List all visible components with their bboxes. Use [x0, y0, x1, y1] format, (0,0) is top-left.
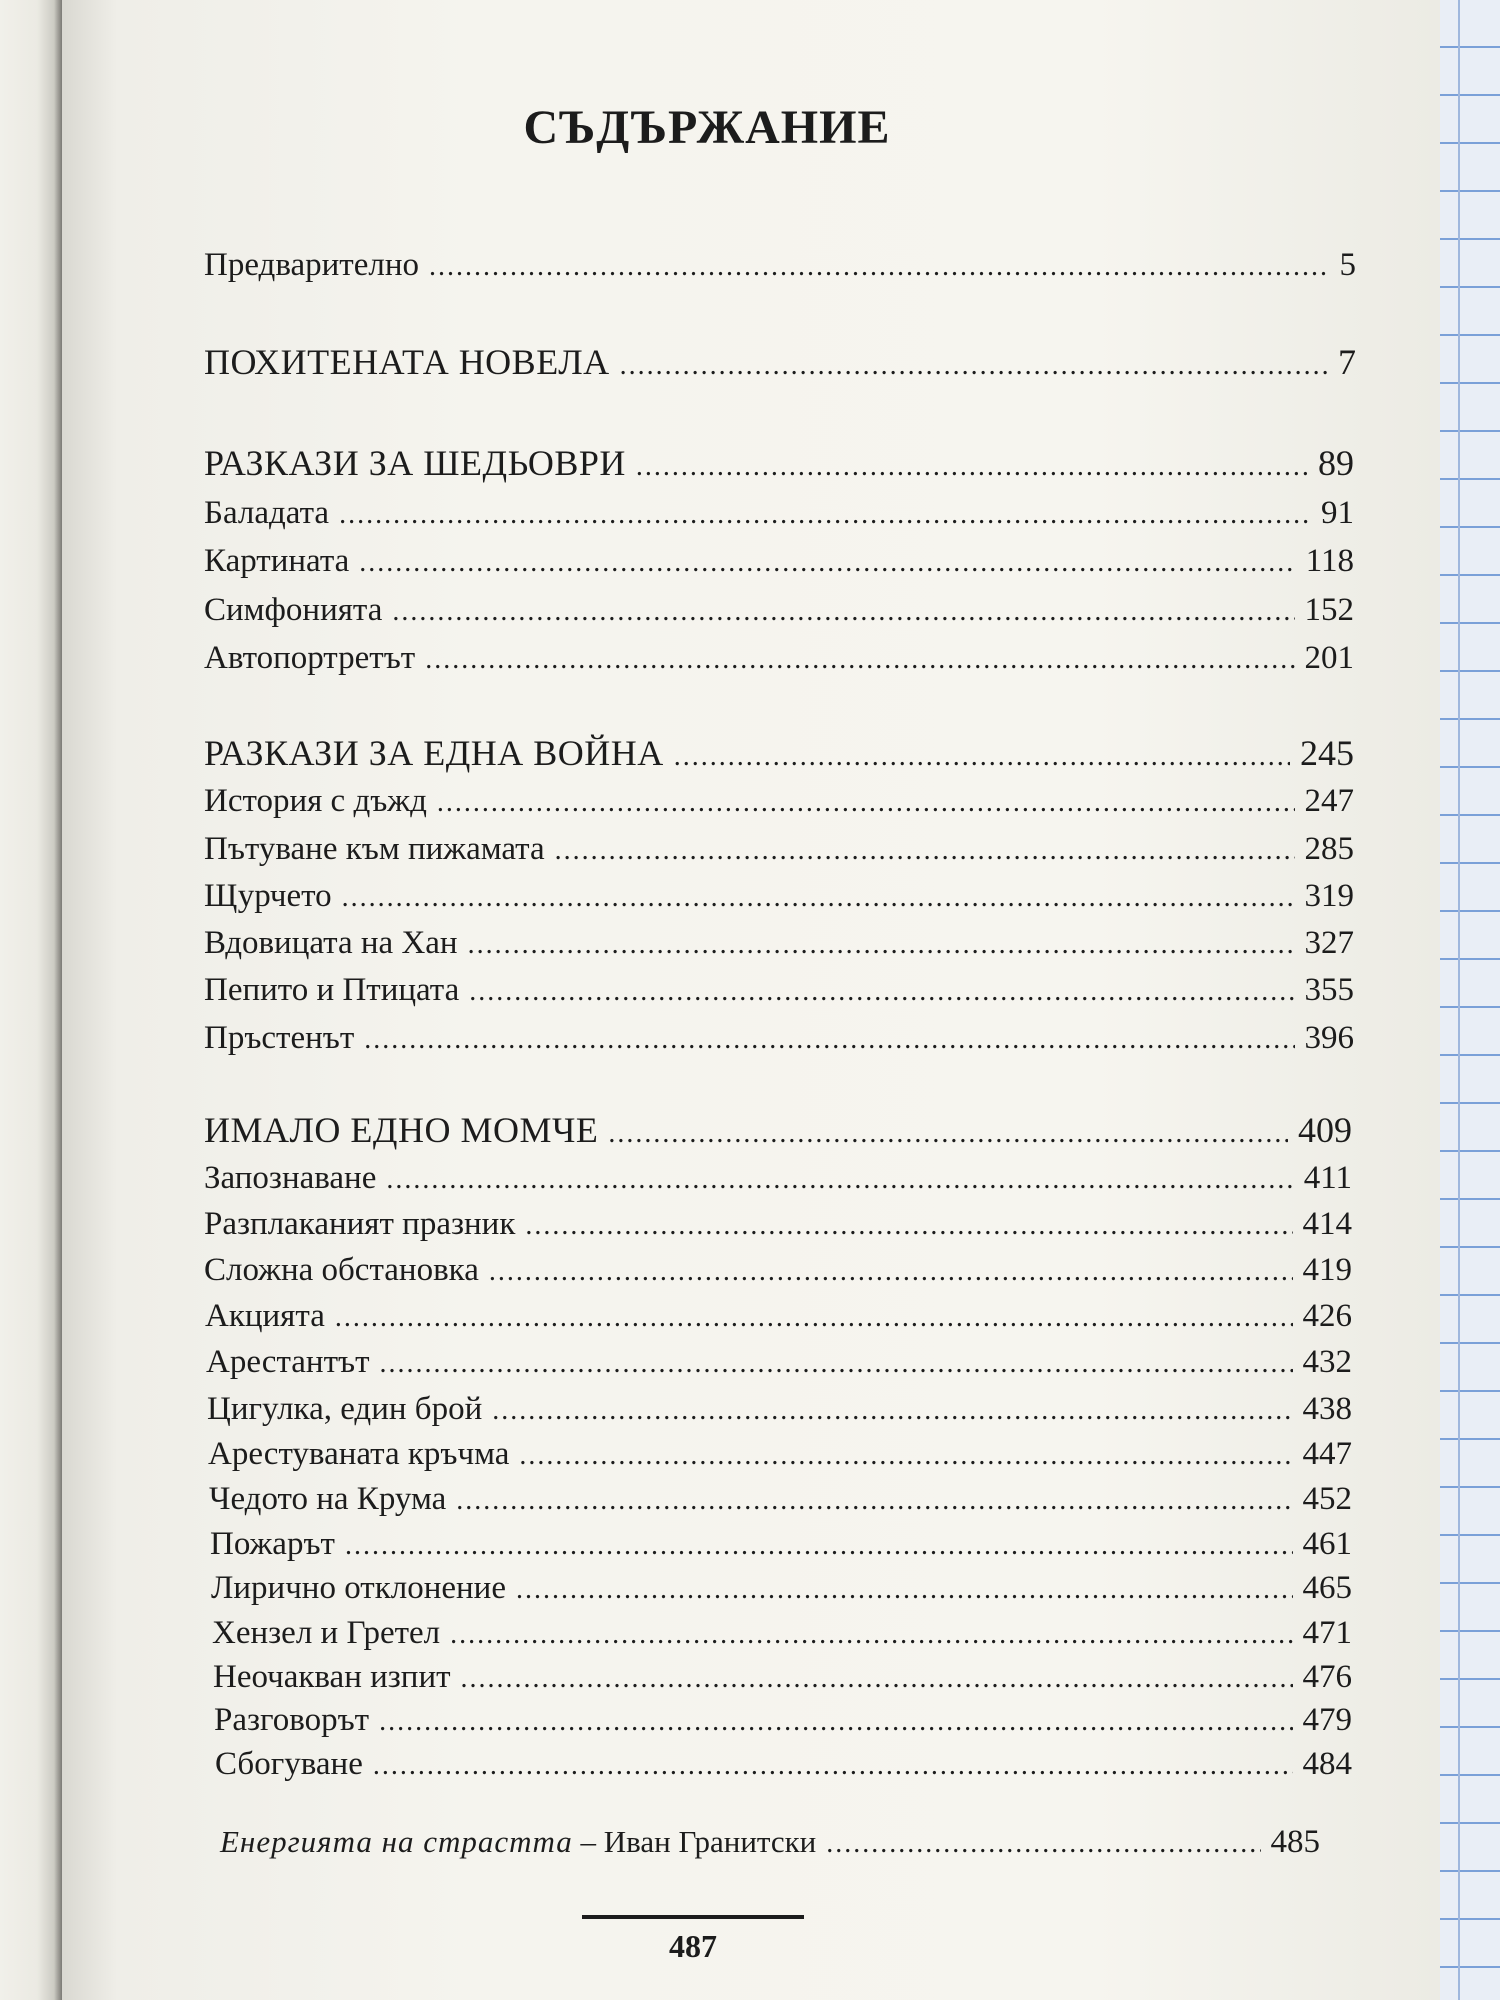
toc-entry: [204, 493, 1354, 535]
toc-entry-page: 452: [1302, 1481, 1352, 1517]
toc-entry-title: Пътуване към пижамата: [204, 831, 545, 867]
toc-entry: [204, 1018, 1354, 1060]
toc-entry-title: ПОХИТЕНАТА НОВЕЛА: [204, 342, 610, 382]
toc-entry-page: 118: [1305, 543, 1354, 579]
toc-entry: [211, 1568, 1352, 1610]
toc-entry-page: 409: [1298, 1110, 1352, 1150]
dot-leader: [450, 1615, 1292, 1655]
toc-entry: [204, 1250, 1352, 1292]
toc-entry-title: Вдовицата на Хан: [204, 925, 458, 961]
toc-entry-title: Акцията: [205, 1298, 325, 1334]
dot-leader: [461, 1659, 1293, 1699]
toc-entry-title: Чедото на Крума: [209, 1481, 447, 1517]
toc-entry-title: Щурчето: [204, 878, 332, 914]
toc-entry-page: 396: [1304, 1020, 1354, 1056]
toc-entry-title: Неочакван изпит: [213, 1659, 451, 1695]
dot-leader: [826, 1824, 1260, 1864]
toc-entry: [204, 245, 1356, 287]
afterword-separator: –: [580, 1824, 597, 1859]
toc-entry-page: 247: [1304, 783, 1354, 819]
toc-entry-page: 245: [1300, 733, 1354, 773]
dot-leader: [429, 247, 1330, 287]
dot-leader: [392, 592, 1294, 632]
toc-part-heading: [204, 733, 1354, 777]
toc-entry: [205, 1296, 1352, 1338]
dot-leader: [373, 1746, 1293, 1786]
dot-leader: [525, 1206, 1292, 1246]
toc-entry-page: 411: [1303, 1160, 1352, 1196]
toc-entry-title: Симфонията: [204, 592, 383, 628]
toc-entry-title: Лирично отклонение: [211, 1570, 506, 1606]
dot-leader: [620, 346, 1328, 386]
toc-part-heading: [204, 443, 1354, 487]
dot-leader: [437, 783, 1295, 823]
page-number: 487: [669, 1928, 717, 1964]
toc-entry: [204, 590, 1354, 632]
toc-entry-page: 447: [1302, 1436, 1352, 1472]
notebook-margin-line: [1458, 0, 1460, 2000]
toc-entry: [204, 1204, 1352, 1246]
dot-leader: [456, 1481, 1292, 1521]
toc-entry-title: Арестуваната кръчма: [208, 1436, 510, 1472]
dot-leader: [386, 1160, 1293, 1200]
toc-entry-title: Пръстенът: [204, 1020, 355, 1056]
toc-entry-page: 7: [1338, 342, 1356, 382]
toc-afterword: [220, 1822, 1320, 1864]
toc-entry-page: 479: [1302, 1702, 1352, 1738]
toc-entry: [208, 1434, 1352, 1476]
toc-entry-page: 201: [1304, 640, 1354, 676]
dot-leader: [674, 737, 1290, 777]
toc-entry-page: 419: [1302, 1252, 1352, 1288]
toc-entry-page: 471: [1302, 1615, 1352, 1651]
toc-entry: [206, 1342, 1352, 1384]
toc-entry-page: 426: [1302, 1298, 1352, 1334]
dot-leader: [425, 640, 1294, 680]
dot-leader: [335, 1298, 1293, 1338]
toc-entry-page: 89: [1318, 443, 1354, 483]
dot-leader: [364, 1020, 1294, 1060]
toc-entry-title: Пепито и Птицата: [204, 972, 460, 1008]
toc-entry-page: 484: [1302, 1746, 1352, 1782]
dot-leader: [339, 495, 1311, 535]
toc-entry-page: 5: [1339, 247, 1356, 283]
dot-leader: [379, 1702, 1292, 1742]
dot-leader: [380, 1344, 1293, 1384]
toc-entry-page: 91: [1321, 495, 1354, 531]
toc-entry: [204, 541, 1354, 583]
toc-entry: [214, 1700, 1352, 1742]
toc-entry: [204, 970, 1354, 1012]
toc-entry-page: 432: [1302, 1344, 1352, 1380]
toc-entry-page: 438: [1302, 1391, 1352, 1427]
toc-entry-page: 355: [1304, 972, 1354, 1008]
toc-entry-page: 485: [1270, 1824, 1320, 1860]
toc-entry: [204, 876, 1354, 918]
toc-entry-page: 327: [1304, 925, 1354, 961]
toc-entry: [204, 923, 1354, 965]
dot-leader: [555, 831, 1295, 871]
afterword-author: Иван Гранитски: [603, 1824, 817, 1859]
toc-entry-title: Хензел и Гретел: [212, 1615, 441, 1651]
toc-entry-page: 414: [1302, 1206, 1352, 1242]
toc-entry-title: [220, 1822, 816, 1862]
toc-entry: [212, 1613, 1352, 1655]
dot-leader: [342, 878, 1295, 918]
page-title: СЪДЪРЖАНИЕ: [523, 101, 891, 154]
toc-entry: [209, 1479, 1352, 1521]
toc-entry-page: 285: [1304, 831, 1354, 867]
toc-entry-title: Запознаване: [204, 1160, 377, 1196]
dot-leader: [359, 543, 1295, 583]
toc-entry-title: Предварително: [204, 247, 419, 283]
toc-entry-title: Автопортретът: [204, 640, 416, 676]
toc-entry: [204, 829, 1354, 871]
dot-leader: [489, 1252, 1293, 1292]
toc-entry-title: Сбогуване: [215, 1746, 363, 1782]
afterword-title: Енергията на страстта: [220, 1824, 573, 1859]
toc-entry-title: ИМАЛО ЕДНО МОМЧЕ: [204, 1110, 599, 1150]
toc-entry-page: 461: [1302, 1526, 1352, 1562]
toc-part-heading: [204, 1110, 1352, 1154]
toc-entry-title: Пожарът: [210, 1526, 335, 1562]
toc-entry: [210, 1524, 1352, 1566]
toc-entry: [215, 1744, 1352, 1786]
toc-entry-title: Арестантът: [206, 1344, 370, 1380]
dot-leader: [516, 1570, 1293, 1610]
book-page: [62, 0, 1440, 2000]
toc-entry: [204, 638, 1354, 680]
dot-leader: [608, 1114, 1288, 1154]
dot-leader: [469, 972, 1294, 1012]
toc-entry-title: Разговорът: [214, 1702, 370, 1738]
toc-entry-page: 476: [1302, 1659, 1352, 1695]
table-of-contents: [62, 0, 1440, 2000]
toc-entry-title: Сложна обстановка: [204, 1252, 479, 1288]
dot-leader: [468, 925, 1295, 965]
notebook-paper-edge: [1440, 0, 1500, 2000]
toc-entry-page: 319: [1304, 878, 1354, 914]
dot-leader: [345, 1526, 1293, 1566]
toc-entry: [204, 781, 1354, 823]
toc-entry-title: Цигулка, един брой: [207, 1391, 483, 1427]
toc-entry-title: История с дъжд: [204, 783, 427, 819]
dot-leader: [636, 447, 1308, 487]
toc-entry-title: РАЗКАЗИ ЗА ЕДНА ВОЙНА: [204, 733, 664, 773]
toc-entry-page: 152: [1304, 592, 1354, 628]
toc-entry: [204, 1158, 1352, 1200]
toc-entry-title: Разплаканият празник: [204, 1206, 516, 1242]
toc-entry: [213, 1657, 1352, 1699]
dot-leader: [492, 1391, 1292, 1431]
toc-entry: [207, 1389, 1352, 1431]
toc-entry-title: Картината: [204, 543, 350, 579]
toc-entry-title: РАЗКАЗИ ЗА ШЕДЬОВРИ: [204, 443, 626, 483]
footer-rule: [582, 1915, 804, 1919]
toc-part-heading: [204, 342, 1356, 386]
toc-entry-title: Баладата: [204, 495, 330, 531]
adjacent-page-edge: [0, 0, 62, 2000]
page-gutter-shadow: [54, 0, 62, 2000]
toc-entry-page: 465: [1302, 1570, 1352, 1606]
dot-leader: [519, 1436, 1292, 1476]
